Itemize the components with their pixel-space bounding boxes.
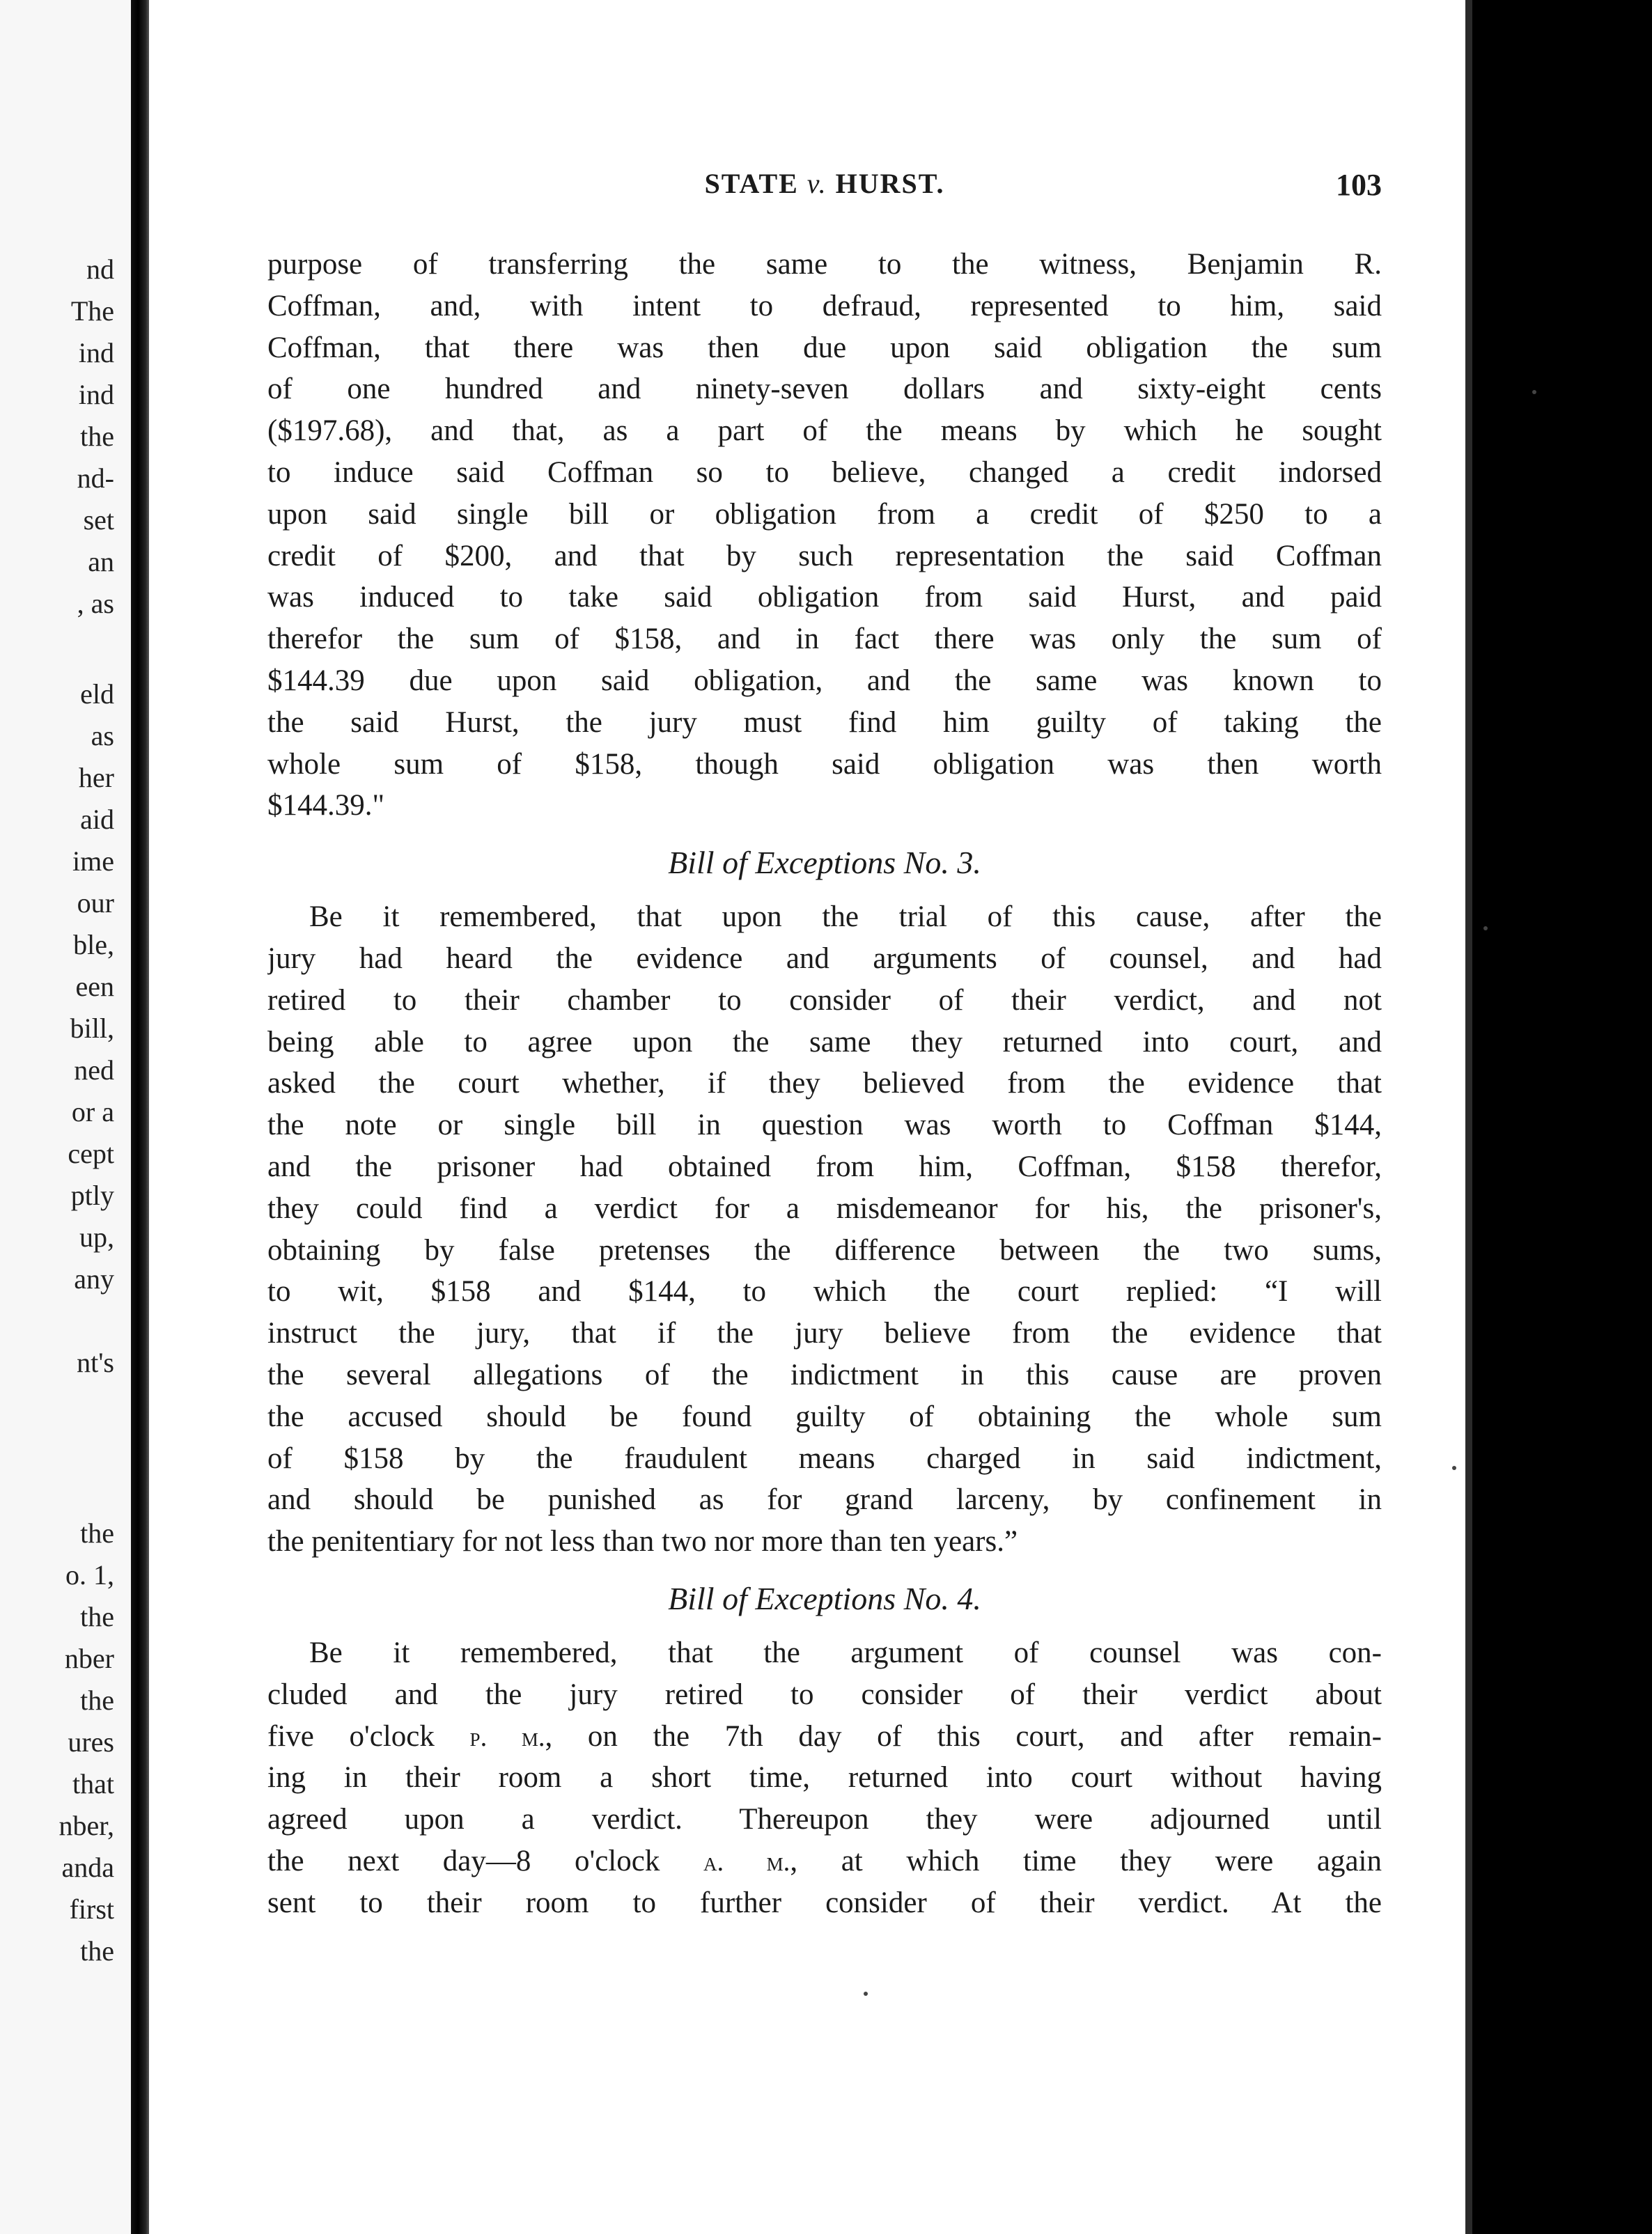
scan-speck (1452, 1466, 1456, 1470)
scan-border (1465, 0, 1652, 2234)
text-line: they could find a verdict for a misdemeanor for his, the prisoner's, (267, 1192, 1382, 1225)
text-line: the accused should be found guilty of obtaining the whole sum (267, 1400, 1382, 1433)
text-line: the said Hurst, the jury must find him guilty of taking the (267, 705, 1382, 739)
text-line: upon said single bill or obligation from a credit of $250 to a (267, 497, 1382, 531)
paragraph-exceptions-4 (267, 1632, 1382, 1924)
facing-page-line: ures (68, 1726, 114, 1758)
body-text (267, 244, 1382, 1923)
facing-page-line: the (80, 1517, 114, 1549)
facing-page-line: bill, (70, 1013, 114, 1044)
facing-page-line: anda (61, 1852, 114, 1883)
facing-page-line: as (91, 720, 114, 751)
facing-page-line: ned (74, 1054, 114, 1086)
text-line: to wit, $158 and $144, to which the court replied: “I will (267, 1275, 1382, 1309)
facing-page-line: aid (80, 804, 114, 835)
scan-speck (864, 1992, 868, 1996)
facing-page-line: up, (79, 1221, 114, 1253)
facing-page-line: ind (78, 337, 114, 368)
facing-page-line: nd- (77, 462, 114, 494)
facing-page-text (0, 0, 118, 2234)
section-heading-exceptions-4: Bill of Exceptions No. 4. (668, 1580, 981, 1616)
facing-page-line: the (80, 1935, 114, 1967)
facing-page-line: nd (86, 253, 114, 285)
facing-page-line: eld (80, 678, 114, 710)
text-line: retired to their chamber to consider of their verdict, and not (267, 983, 1382, 1017)
facing-page-line: the (80, 421, 114, 452)
text-line: agreed upon a verdict. Thereupon they were adjourned until (267, 1803, 1382, 1836)
text-line: obtaining by false pretenses the difference between the two sums, (267, 1233, 1382, 1267)
facing-page (0, 0, 132, 2234)
section-heading-exceptions-3: Bill of Exceptions No. 3. (668, 845, 981, 881)
text-line: of $158 by the fraudulent means charged in said indictment, (267, 1442, 1382, 1475)
text-line: jury had heard the evidence and arguments of counsel, and had (267, 942, 1382, 975)
text-line: to induce said Coffman so to believe, changed a credit indorsed (267, 455, 1382, 489)
facing-page-line: set (83, 504, 114, 536)
page-number: 103 (1336, 168, 1382, 202)
text-line: the several allegations of the indictment in this cause are proven (267, 1358, 1382, 1391)
text-line: $144.39." (267, 789, 385, 822)
facing-page-line: The (70, 295, 114, 327)
text-line: $144.39 due upon said obligation, and the same was known to (267, 664, 1382, 697)
text-line: ing in their room a short time, returned into court without having (267, 1761, 1382, 1795)
text-line: asked the court whether, if they believed from the evidence that (267, 1067, 1382, 1100)
text-line: sent to their room to further consider of their verdict. At the (267, 1886, 1382, 1919)
text-line: purpose of transferring the same to the witness, Benjamin R. (267, 248, 1382, 281)
text-line: credit of $200, and that by such representation the said Coffman (267, 539, 1382, 572)
facing-page-line: een (75, 971, 114, 1002)
text-line: and the prisoner had obtained from him, Coffman, $158 therefor, (267, 1150, 1382, 1183)
time-abbrev-pm: p. m. (469, 1722, 545, 1752)
facing-page-line: the (80, 1601, 114, 1632)
facing-page-line: the (80, 1685, 114, 1716)
text-line: was induced to take said obligation from said Hurst, and paid (267, 581, 1382, 614)
facing-page-line: first (69, 1893, 114, 1925)
facing-page-line: or a (71, 1096, 114, 1127)
text-line: Coffman, that there was then due upon said obligation the sum (267, 331, 1382, 364)
paragraph-continuation (267, 244, 1382, 827)
text-line: whole sum of $158, though said obligation was then worth (267, 747, 1382, 781)
facing-page-line: that (72, 1768, 114, 1799)
facing-page-line: an (88, 546, 114, 577)
facing-page-line: our (77, 887, 114, 919)
facing-page-line: nt's (77, 1347, 114, 1378)
facing-page-line: o. 1, (65, 1559, 114, 1591)
text-line: Be it remembered, that upon the trial of this cause, after the (309, 900, 1382, 934)
paragraph-exceptions-3 (267, 896, 1382, 1563)
facing-page-line: ime (72, 845, 114, 877)
running-header (267, 167, 1382, 209)
facing-page-line: nber (64, 1643, 114, 1674)
time-abbrev-am: a. m. (703, 1847, 790, 1877)
text-line: Be it remembered, that the argument of counsel was con- (309, 1636, 1382, 1669)
facing-page-line: nber, (59, 1810, 114, 1841)
facing-page-line: ind (78, 379, 114, 410)
book-gutter (131, 0, 149, 2234)
scan-speck (1532, 390, 1536, 394)
text-line: five o'clock p. m., on the 7th day of this court, and after remain- (267, 1719, 1382, 1753)
text-line: Coffman, and, with intent to defraud, represented to him, said (267, 289, 1382, 322)
facing-page-line: any (74, 1263, 114, 1295)
running-title: STATE v. HURST. (704, 168, 945, 199)
text-line: the note or single bill in question was worth to Coffman $144, (267, 1109, 1382, 1142)
text-line: therefor the sum of $158, and in fact there was only the sum of (267, 623, 1382, 656)
text-line: instruct the jury, that if the jury believe from the evidence that (267, 1317, 1382, 1350)
text-line: cluded and the jury retired to consider of their verdict about (267, 1678, 1382, 1711)
text-line: ($197.68), and that, as a part of the means by which he sought (267, 414, 1382, 448)
text-line: of one hundred and ninety-seven dollars and sixty-eight cents (267, 373, 1382, 406)
scan-speck (1483, 926, 1488, 930)
text-line: the penitentiary for not less than two nor more than ten years.” (267, 1525, 1018, 1559)
page (149, 0, 1465, 2234)
facing-page-line: , as (77, 588, 114, 619)
text-line: the next day—8 o'clock a. m., at which time they were again (267, 1844, 1382, 1877)
facing-page-line: ptly (70, 1180, 114, 1211)
text-line: and should be punished as for grand larceny, by confinement in (267, 1483, 1382, 1517)
facing-page-line: ble, (73, 929, 114, 960)
text-line: being able to agree upon the same they returned into court, and (267, 1025, 1382, 1059)
facing-page-line: her (78, 762, 114, 793)
facing-page-line: cept (68, 1138, 114, 1169)
